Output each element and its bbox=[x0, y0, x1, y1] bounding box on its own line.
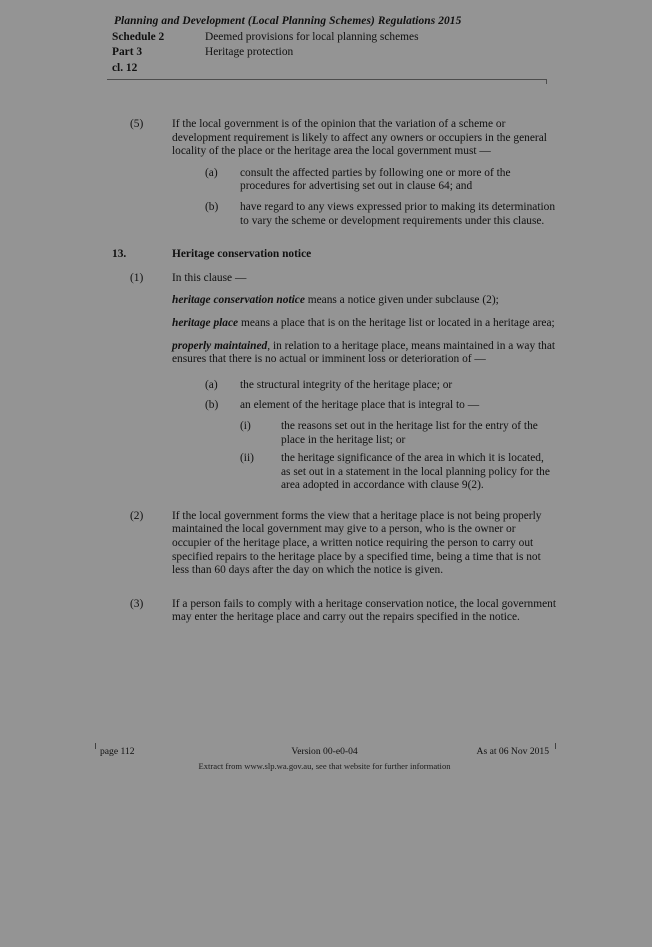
clause-subsection: (2) If the local government forms the view that a heritage place is not being properly maintained the local government may give to a person, who is the owner or occupier of the heritage place, a written notice requiring the person to carry out specified repairs to the heritage place by a specified time, being a time that is not less than 60 days after the day on which the notice is given. bbox=[130, 509, 542, 577]
crop-mark-left bbox=[95, 743, 96, 749]
clause-paragraph: (a) consult the affected parties by following one or more of the procedures for advertising set out in clause 64; and bbox=[205, 166, 511, 193]
defined-term: properly maintained bbox=[172, 339, 268, 352]
page-footer bbox=[100, 746, 549, 772]
definition: heritage place means a place that is on the heritage list or located in a heritage area; bbox=[172, 316, 555, 329]
clause-heading: 13. Heritage conservation notice bbox=[112, 248, 312, 261]
footer-row bbox=[100, 746, 549, 758]
clause-paragraph: (a) the structural integrity of the heritage place; or bbox=[205, 378, 453, 391]
clause-subsection: (3) If a person fails to comply with a heritage conservation notice, the local government may enter the heritage place and carry out the repairs specified in the notice. bbox=[130, 597, 556, 624]
clause-subparagraph: (ii) the heritage significance of the area in which it is located, as set out in a statement in the local planning policy for the area adopted in accordance with clause 9(2). bbox=[240, 452, 550, 492]
clause-reference: cl. 12 bbox=[112, 61, 138, 74]
header-divider bbox=[107, 79, 547, 80]
clause-subsection: (5) If the local government is of the opinion that the variation of a scheme or development requirement is likely to affect any owners or occupiers in the general locality of the place or the heritage area the local government must — bbox=[130, 118, 547, 158]
clause-paragraph: (b) an element of the heritage place that is integral to — bbox=[205, 399, 480, 412]
defined-term: heritage conservation notice bbox=[172, 294, 305, 307]
regulation-title: Planning and Development (Local Planning Schemes) Regulations 2015 bbox=[114, 15, 462, 27]
schedule-label: Schedule 2 bbox=[112, 30, 165, 43]
defined-term: heritage place bbox=[172, 316, 239, 329]
extract-note: Extract from www.slp.wa.gov.au, see that website for further information bbox=[198, 761, 451, 771]
clause-subparagraph: (i) the reasons set out in the heritage list for the entry of the place in the heritage list; or bbox=[240, 419, 538, 446]
document-body bbox=[112, 118, 556, 625]
clause-subsection: (1) In this clause — bbox=[130, 271, 247, 284]
clause-paragraph: (b) have regard to any views expressed prior to making its determination to vary the scheme or development requirements under this clause. bbox=[205, 200, 556, 227]
page-number: page 112 bbox=[100, 746, 135, 757]
definition: properly maintained, in relation to a heritage place, means maintained in a way that ensures that there is no actual or imminent loss or deterioration of — bbox=[172, 339, 556, 366]
running-header bbox=[112, 14, 556, 80]
crop-mark-right bbox=[555, 743, 556, 749]
version-label: Version 00-e0-04 bbox=[291, 746, 358, 757]
schedule-description: Deemed provisions for local planning schemes bbox=[205, 30, 419, 43]
part-row bbox=[112, 45, 556, 60]
part-label: Part 3 bbox=[112, 46, 143, 58]
part-description: Heritage protection bbox=[205, 46, 294, 58]
definition: heritage conservation notice means a notice given under subclause (2); bbox=[172, 294, 499, 307]
divider-tick bbox=[546, 79, 547, 84]
as-at-date: As at 06 Nov 2015 bbox=[476, 746, 550, 757]
schedule-row bbox=[112, 30, 556, 45]
